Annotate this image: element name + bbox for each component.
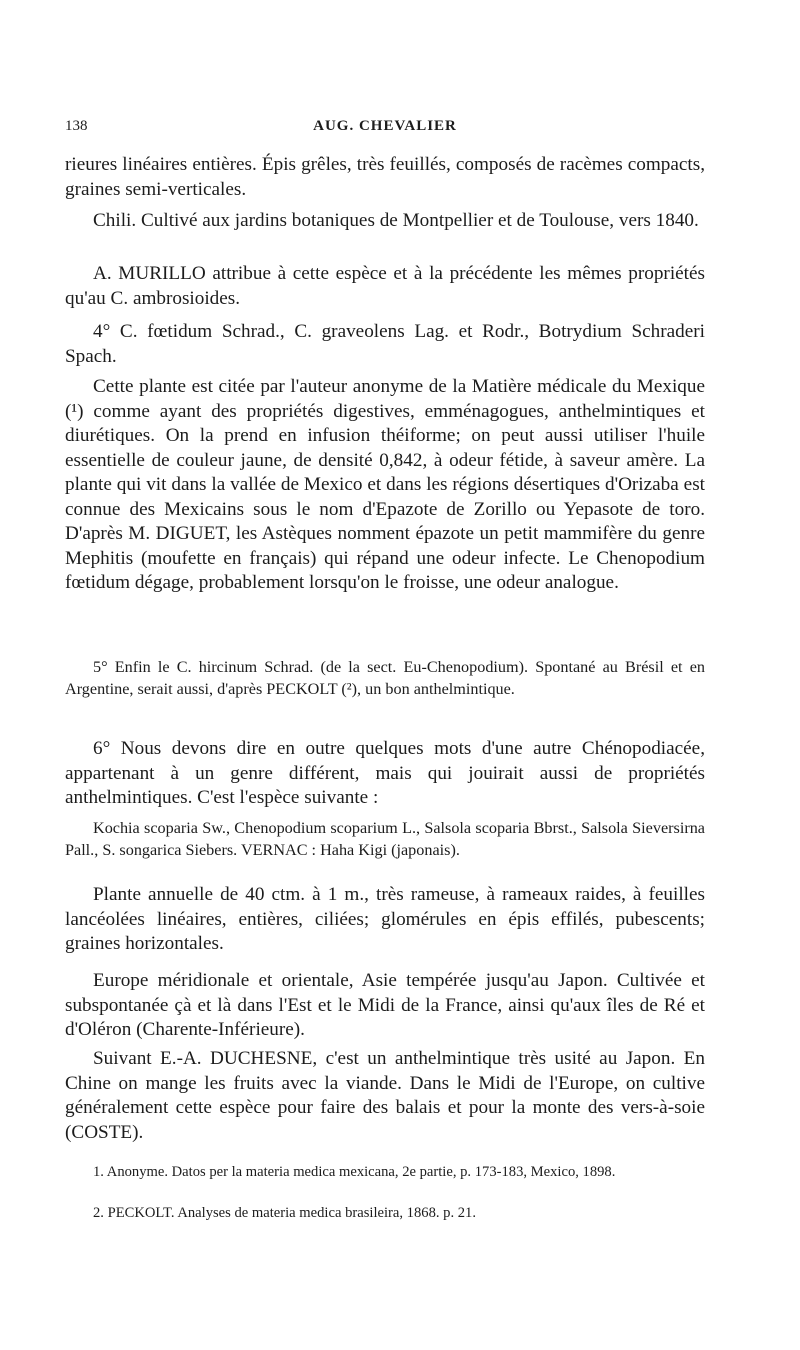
paragraph-7: 6° Nous devons dire en outre quelques mots d'une autre Chénopodiacée, appartenant à un genre différent, mais qui jouirait aussi de propriétés anthelmintiques. C'est l'espèce suivante :	[65, 738, 705, 808]
paragraph-6: 5° Enfin le C. hircinum Schrad. (de la sect. Eu-Chenopodium). Spontané au Brésil et en Argentine, serait aussi, d'après PECKOLT (²), un bon anthelmintique.	[65, 658, 705, 698]
paragraph-4: 4° C. fœtidum Schrad., C. graveolens Lag. et Rodr., Botrydium Schraderi Spach.	[65, 321, 705, 367]
paragraph-1: rieures linéaires entières. Épis grêles, très feuillés, composés de racèmes compacts, graines semi-verticales.	[65, 154, 705, 200]
footnote-1: 1. Anonyme. Datos per la materia medica mexicana, 2e partie, p. 173-183, Mexico, 1898.	[93, 1164, 616, 1180]
paragraph-11: Suivant E.-A. DUCHESNE, c'est un anthelmintique très usité au Japon. En Chine on mange les fruits avec la viande. Dans le Midi de l'Europe, on cultive généralement cette espèce pour faire des balais et pour la monte des vers-à-soie (COSTE).	[65, 1048, 705, 1143]
running-head: AUG. CHEVALIER	[313, 118, 457, 134]
paragraph-8: Kochia scoparia Sw., Chenopodium scoparium L., Salsola scoparia Bbrst., Salsola Sieversirna Pall., S. songarica Siebers. VERNAC : Haha Kigi (japonais).	[65, 819, 705, 859]
page-number: 138	[65, 118, 88, 134]
page-header	[65, 118, 705, 142]
paragraph-2: Chili. Cultivé aux jardins botaniques de Montpellier et de Toulouse, vers 1840.	[93, 210, 699, 231]
paragraph-5: Cette plante est citée par l'auteur anonyme de la Matière médicale du Mexique (¹) comme ayant des propriétés digestives, emménagogues, anthelmintiques et diurétiques. On la prend en infusion théiforme; on peut aussi utiliser l'huile essentielle de couleur jaune, de densité 0,842, à odeur fétide, à saveur amère. La plante qui vit dans la vallée de Mexico et dans les régions désertiques d'Orizaba est connue des Mexicains sous le nom d'Epazote de Zorillo ou Yepasote de toro. D'après M. DIGUET, les Astèques nomment épazote un petit mammifère du genre Mephitis (moufette en français) qui répand une odeur infecte. Le Chenopodium fœtidum dégage, probablement lorsqu'on le froisse, une odeur analogue.	[65, 376, 705, 593]
footnote-2: 2. PECKOLT. Analyses de materia medica brasileira, 1868. p. 21.	[93, 1205, 476, 1221]
paragraph-3: A. MURILLO attribue à cette espèce et à la précédente les mêmes propriétés qu'au C. ambrosioides.	[65, 263, 705, 309]
paragraph-9: Plante annuelle de 40 ctm. à 1 m., très rameuse, à rameaux raides, à feuilles lancéolées linéaires, entières, ciliées; glomérules en épis effilés, pubescents; graines horizontales.	[65, 884, 705, 954]
paragraph-10: Europe méridionale et orientale, Asie tempérée jusqu'au Japon. Cultivée et subspontanée çà et là dans l'Est et le Midi de la France, ainsi qu'aux îles de Ré et d'Oléron (Charente-Inférieure).	[65, 970, 705, 1040]
